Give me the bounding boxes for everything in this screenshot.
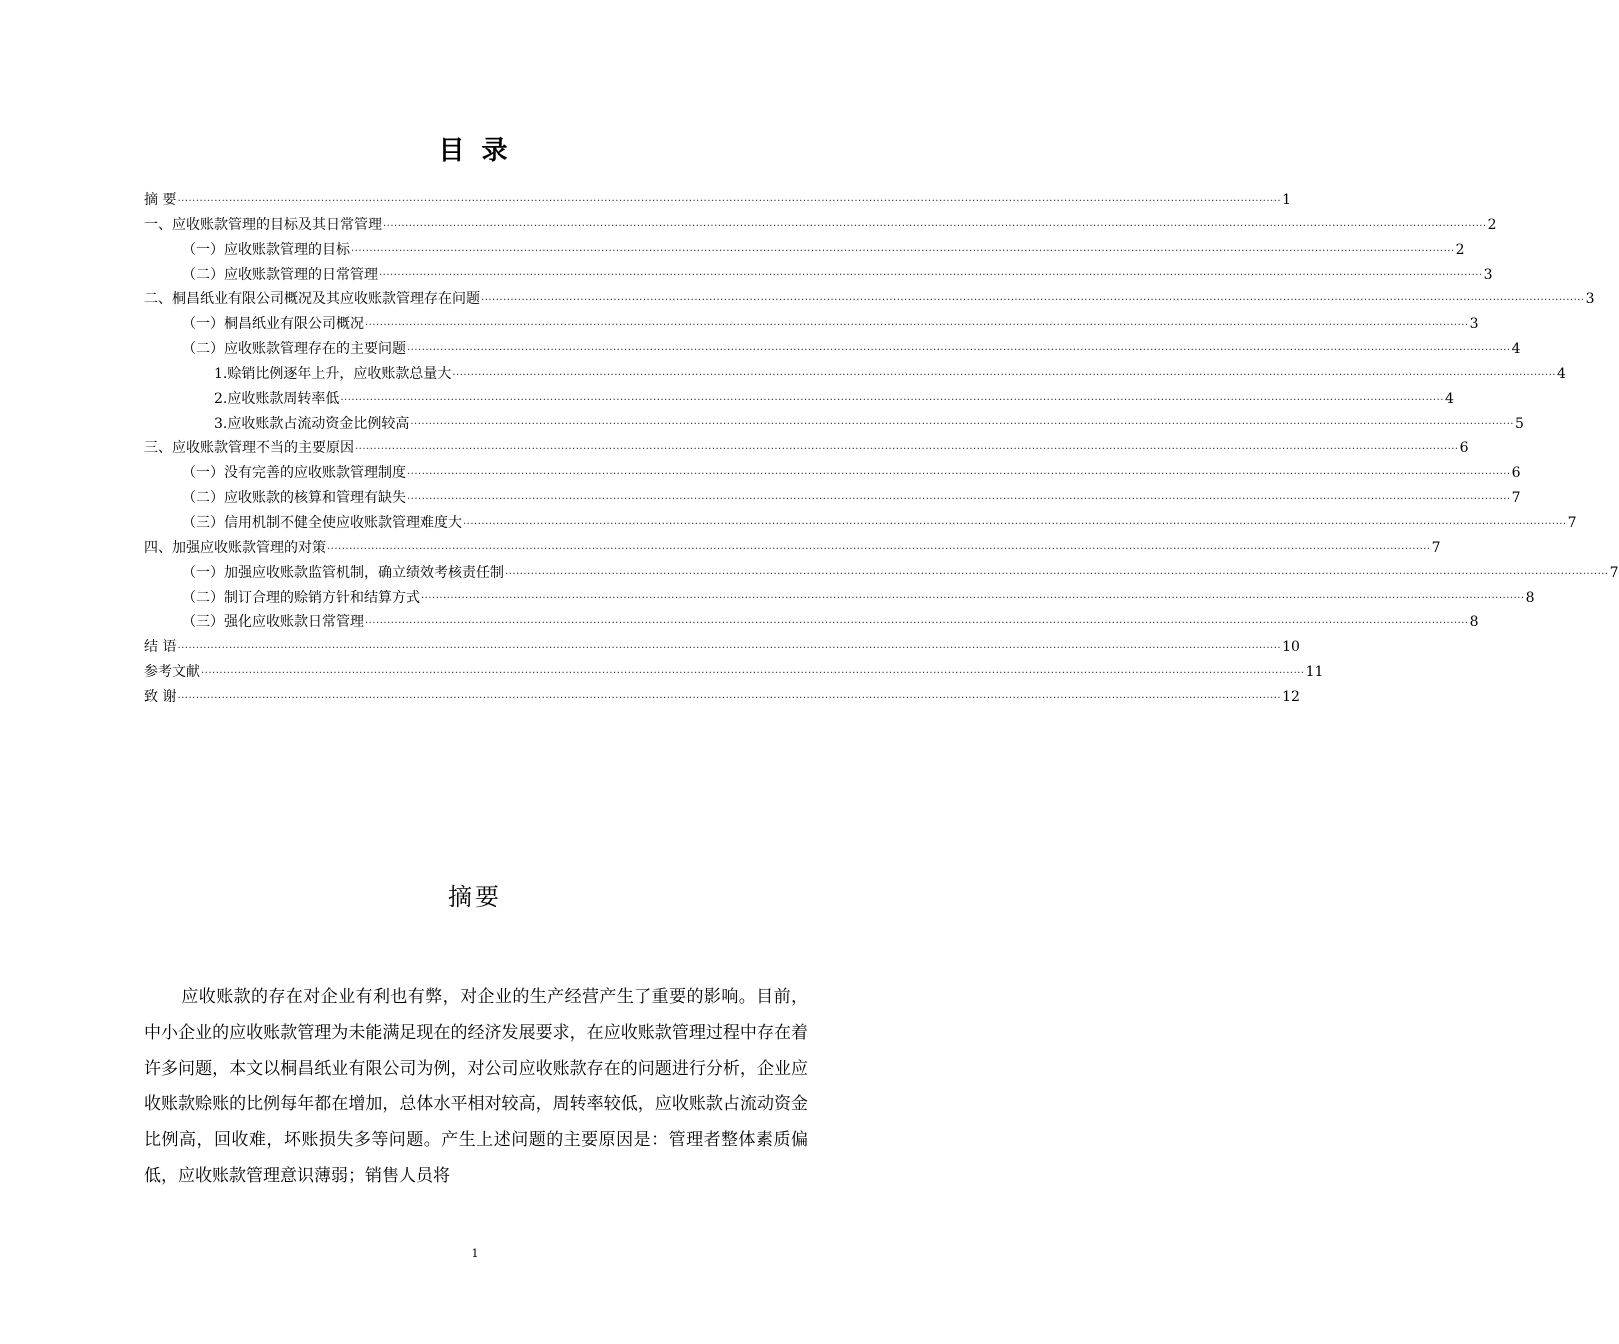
toc-entry-page: 1 [1282,192,1291,208]
toc-leader: ............................................................................................................................................................................................................................................................................................................ [407,466,1511,478]
toc-leader: ............................................................................................................................................................................................................................................................................................................ [407,341,1511,353]
toc-entry[interactable] [144,188,1291,213]
toc-entry-page: 3 [1585,291,1595,308]
toc-entry[interactable] [144,561,1619,586]
toc-entry-text: （二）应收账款管理存在的主要问题 [182,341,406,358]
toc-entry[interactable] [144,387,1454,412]
toc-leader: ............................................................................................................................................................................................................................................................................................................ [421,590,1525,602]
toc-leader: ............................................................................................................................................................................................................................................................................................................ [452,366,1556,378]
toc-entry-page: 12 [1282,688,1300,705]
toc-entry-page: 3 [1469,316,1479,333]
toc-leader: ............................................................................................................................................................................................................................................................................................................ [407,490,1511,502]
toc-entry[interactable] [144,635,1300,660]
toc-entry-text: （一）没有完善的应收账款管理制度 [182,465,406,482]
toc-entry-page: 2 [1487,216,1497,233]
toc-entry-text: （三）强化应收账款日常管理 [182,614,364,631]
toc-entry-text: 参考文献 [144,664,200,681]
toc-entry-page: 2 [1455,241,1465,258]
toc-entry-text: 二、桐昌纸业有限公司概况及其应收账款管理存在问题 [144,291,480,308]
toc-entry-text: （一）加强应收账款监管机制，确立绩效考核责任制 [182,564,504,581]
toc-entry[interactable] [144,610,1479,635]
toc-leader: ............................................................................................................................................................................................................................................................................................................ [365,317,1469,329]
toc-leader: ............................................................................................................................................................................................................................................................................................................ [383,217,1487,229]
toc-leader: ............................................................................................................................................................................................................................................................................................................ [177,192,1282,204]
toc-entry-text: 致 谢 [144,688,177,705]
toc-leader: ............................................................................................................................................................................................................................................................................................................ [351,242,1455,254]
toc-entry-text: （二）应收账款的核算和管理有缺失 [182,490,406,507]
toc-leader: ............................................................................................................................................................................................................................................................................................................ [365,615,1469,627]
toc-entry-page: 3 [1483,266,1493,283]
toc-entry-page: 6 [1511,465,1521,482]
toc-entry-text: （三）信用机制不健全使应收账款管理难度大 [182,514,462,531]
abstract-body: 应收账款的存在对企业有利也有弊，对企业的生产经营产生了重要的影响。目前，中小企业的应收账款管理为未能满足现在的经济发展要求，在应收账款管理过程中存在着许多问题，本文以桐昌纸业有限公司为例，对公司应收账款存在的问题进行分析，企业应收账款赊账的比例每年都在增加，总体水平相对较高，周转率较低，应收账款占流动资金比例高，回收难，坏账损失多等问题。产生上述问题的主要原因是：管理者整体素质偏低，应收账款管理意识薄弱；销售人员将 [144,987,808,1186]
toc-entry-page: 7 [1511,490,1521,507]
toc-entry-page: 11 [1305,664,1324,681]
toc-entry-page: 8 [1469,614,1479,631]
toc-leader: ............................................................................................................................................................................................................................................................................................................ [177,640,1282,652]
toc-entry-page: 10 [1282,639,1300,656]
toc-leader: ............................................................................................................................................................................................................................................................................................................ [379,267,1483,279]
toc-entry-text: 2.应收账款周转率低 [214,390,340,407]
page-number: 1 [471,1247,479,1260]
toc-entry-page: 8 [1525,589,1535,606]
toc-leader: ............................................................................................................................................................................................................................................................................................................ [340,391,1444,403]
toc-entry-text: （一）桐昌纸业有限公司概况 [182,316,364,333]
toc-leader: ............................................................................................................................................................................................................................................................................................................ [481,292,1585,304]
toc-entry-page: 7 [1567,514,1577,531]
toc-entry-page: 7 [1431,539,1441,556]
toc-entry-text: （一）应收账款管理的目标 [182,241,350,258]
toc-entry-text: 3.应收账款占流动资金比例较高 [214,415,410,432]
toc-entry[interactable] [144,337,1521,362]
toc-title: 目 录 [438,136,512,166]
toc-entry[interactable] [144,536,1441,561]
toc-entry-page: 5 [1514,415,1524,432]
toc-entry[interactable] [144,238,1465,263]
toc-entry-text: 三、应收账款管理不当的主要原因 [144,440,354,457]
toc-entry-text: 一、应收账款管理的目标及其日常管理 [144,216,382,233]
toc-leader: ............................................................................................................................................................................................................................................................................................................ [505,565,1609,577]
toc-entry[interactable] [144,660,1324,685]
toc-entry-text: 1.赊销比例逐年上升，应收账款总量大 [214,365,452,382]
toc-leader: ............................................................................................................................................................................................................................................................................................................ [410,416,1514,428]
toc-entry-text: 摘 要 [144,192,177,208]
toc-entry-page: 7 [1609,564,1619,581]
table-of-contents [144,188,1619,710]
toc-entry[interactable] [144,436,1469,461]
toc-entry[interactable] [144,312,1479,337]
toc-leader: ............................................................................................................................................................................................................................................................................................................ [327,540,1431,552]
toc-entry[interactable] [144,461,1521,486]
toc-entry[interactable] [144,412,1524,437]
toc-entry[interactable] [144,586,1535,611]
toc-entry-page: 6 [1459,440,1469,457]
toc-entry-text: 结 语 [144,639,177,656]
toc-entry-text: （二）应收账款管理的日常管理 [182,266,378,283]
toc-entry-text: （二）制订合理的赊销方针和结算方式 [182,589,420,606]
toc-entry[interactable] [144,213,1497,238]
toc-leader: ............................................................................................................................................................................................................................................................................................................ [463,515,1567,527]
toc-leader: ............................................................................................................................................................................................................................................................................................................ [177,689,1282,701]
toc-entry[interactable] [144,486,1521,511]
toc-entry-page: 4 [1511,341,1521,358]
toc-entry[interactable] [144,287,1595,312]
toc-entry[interactable] [144,685,1300,710]
toc-entry[interactable] [144,511,1577,536]
toc-leader: ............................................................................................................................................................................................................................................................................................................ [355,441,1459,453]
toc-entry-text: 四、加强应收账款管理的对策 [144,539,326,556]
toc-entry-page: 4 [1444,390,1454,407]
toc-entry-page: 4 [1556,365,1566,382]
toc-entry[interactable] [144,263,1493,288]
toc-entry[interactable] [144,362,1566,387]
toc-leader: ............................................................................................................................................................................................................................................................................................................ [201,664,1305,676]
abstract-title: 摘要 [448,883,502,911]
